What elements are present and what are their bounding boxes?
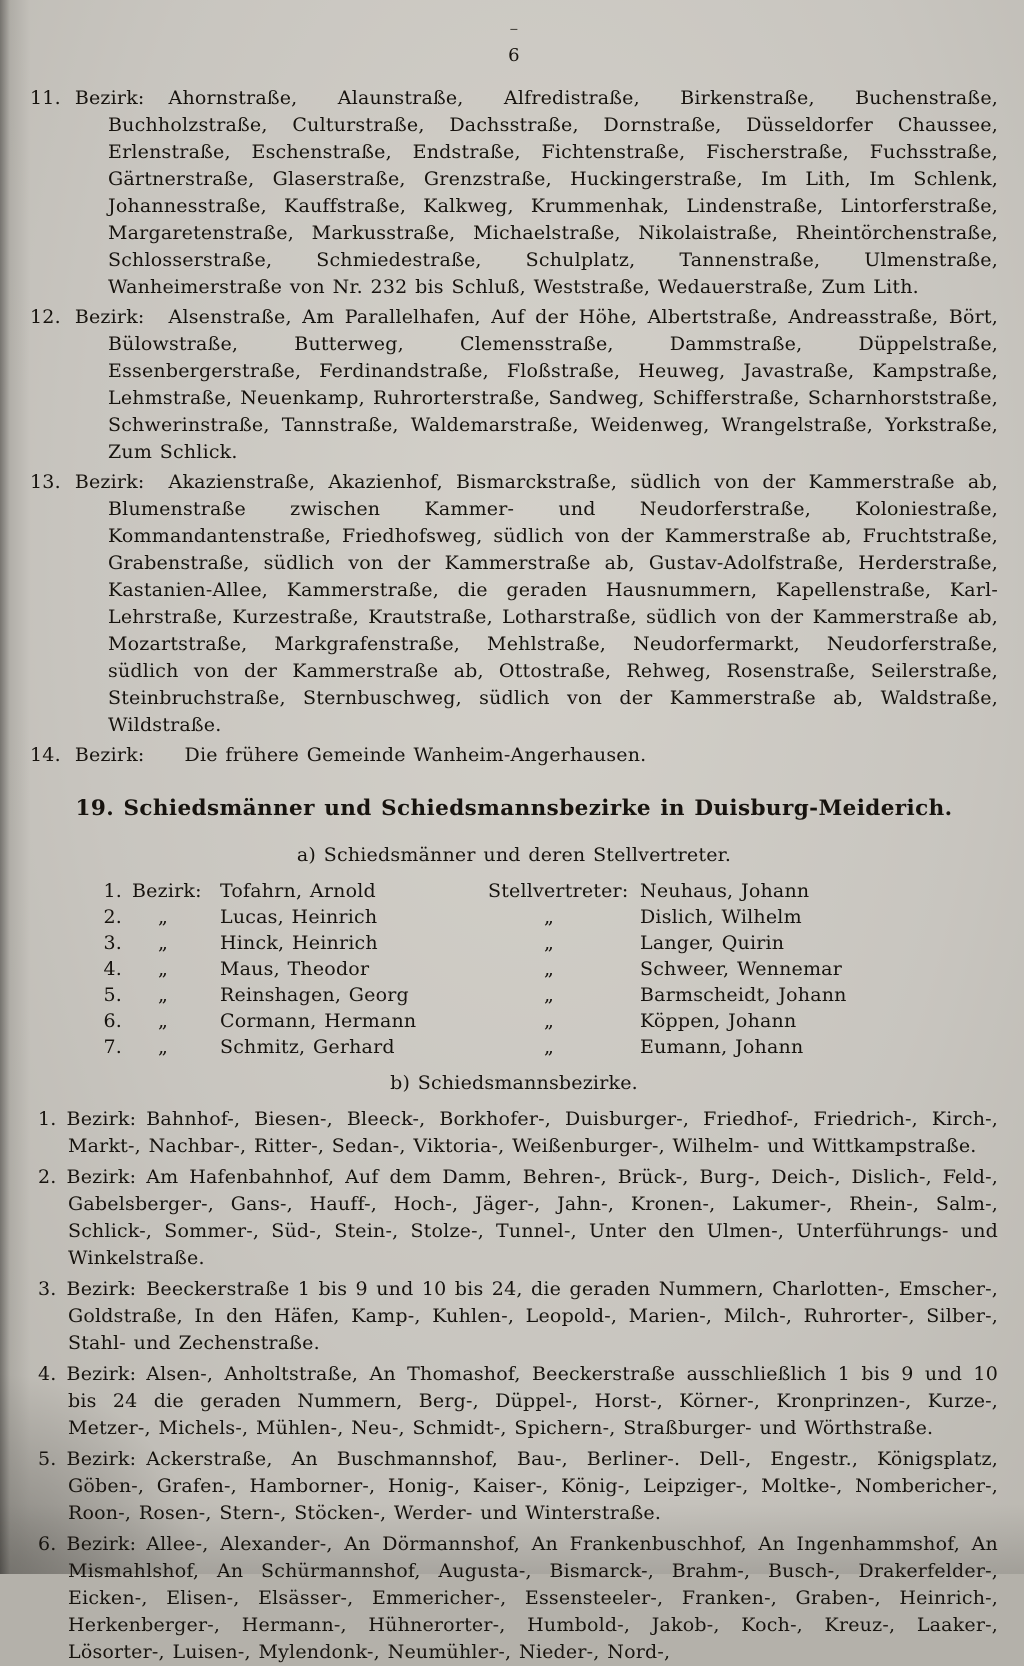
- ditto-mark: „: [158, 1010, 169, 1032]
- district-streets: Am Hafenbahnhof, Auf dem Damm, Behren-, Brück-, Burg-, Deich-, Dislich-, Feld-, Gabelsberger-, Gans-, Hauff-, Hoch-, Jäger-, Jahn-, Kronen-, Lakumer-, Rhein-, Salm-, Schlick-, Sommer-, Süd-, Stein-, Stolze-, Tunnel-, Unter den Ulmen-, Unterführungs- und Winkelstraße.: [68, 1166, 998, 1269]
- district-number: 14.: [30, 744, 61, 766]
- arbitration-district-5: [30, 1446, 998, 1527]
- ditto-mark: „: [158, 984, 169, 1006]
- arbitrator-row: [94, 930, 998, 956]
- district-number: 11.: [30, 87, 61, 109]
- district-label: Bezirk:: [66, 1166, 137, 1188]
- district-number: 5.: [38, 1448, 57, 1470]
- arbitrators-table: [94, 878, 998, 1060]
- arbitrator-row: [94, 982, 998, 1008]
- district-label: Bezirk:: [74, 744, 145, 766]
- district-label: Bezirk:: [74, 471, 145, 493]
- district-label: Bezirk:: [74, 87, 145, 109]
- page-number: 6: [508, 45, 520, 66]
- deputy-name: Langer, Quirin: [640, 932, 785, 954]
- district-label: Bezirk:: [74, 306, 145, 328]
- section-19-heading: 19. Schiedsmänner und Schiedsmannsbezirke in Duisburg-Meiderich.: [75, 796, 953, 821]
- district-entry-13: [30, 469, 998, 739]
- district-entry-14: [30, 742, 998, 769]
- district-number: 3.: [38, 1278, 57, 1300]
- arbitrator-name: Schmitz, Gerhard: [220, 1036, 395, 1058]
- ditto-mark: „: [544, 1010, 555, 1032]
- arbitrator-name: Maus, Theodor: [220, 958, 370, 980]
- district-streets: Ahornstraße, Alaunstraße, Alfredistraße, Birkenstraße, Buchenstraße, Buchholzstraße, Culturstraße, Dachsstraße, Dornstraße, Düsseldorfer Chaussee, Erlenstraße, Eschenstraße, Endstraße, Fichtenstraße, Fischerstraße, Fuchsstraße, Gärtnerstraße, Glaserstraße, Grenzstraße, Huckingerstraße, Im Lith, Im Schlenk, Johannesstraße, Kauffstraße, Kalkweg, Krummenhak, Lindenstraße, Lintorferstraße, Margaretenstraße, Markusstraße, Michaelstraße, Nikolaistraße, Rheintörchenstraße, Schlosserstraße, Schmiedestraße, Schulplatz, Tannenstraße, Ulmenstraße, Wanheimerstraße von Nr. 232 bis Schluß, Weststraße, Wedauerstraße, Zum Lith.: [108, 87, 998, 298]
- ditto-mark: „: [158, 932, 169, 954]
- arbitration-district-2: [30, 1164, 998, 1272]
- district-streets: Bahnhof-, Biesen-, Bleeck-, Borkhofer-, Duisburger-, Friedhof-, Friedrich-, Kirch-, Markt-, Nachbar-, Ritter-, Sedan-, Viktoria-, Weißenburger-, Wilhelm- und Wittkampstraße.: [68, 1108, 998, 1157]
- ditto-mark: „: [544, 1036, 555, 1058]
- deputy-name: Eumann, Johann: [640, 1036, 804, 1058]
- arbitrator-row: [94, 904, 998, 930]
- ditto-mark: „: [544, 958, 555, 980]
- row-number: 1.: [103, 880, 122, 902]
- district-streets: Beeckerstraße 1 bis 9 und 10 bis 24, die geraden Nummern, Charlotten-, Emscher-, Goldstraße, In den Häfen, Kamp-, Kuhlen-, Leopold-, Marien-, Milch-, Ruhrorter-, Silber-, Stahl- und Zechenstraße.: [68, 1278, 998, 1354]
- arbitrator-name: Hinck, Heinrich: [220, 932, 378, 954]
- row-number: 3.: [103, 932, 122, 954]
- deputy-label: Stellvertreter:: [488, 880, 629, 902]
- district-streets: Akazienstraße, Akazienhof, Bismarckstraße, südlich von der Kammerstraße ab, Blumenstraße zwischen Kammer- und Neudorferstraße, Koloniestraße, Kommandantenstraße, Friedhofsweg, südlich von der Kammerstraße ab, Fruchtstraße, Grabenstraße, südlich von der Kammerstraße ab, Gustav-Adolfstraße, Herderstraße, Kastanien-Allee, Kammerstraße, die geraden Hausnummern, Kapellenstraße, Karl-Lehrstraße, Kurzestraße, Krautstraße, Lotharstraße, südlich von der Kammerstraße ab, Mozartstraße, Markgrafenstraße, Mehlstraße, Neudorfermarkt, Neudorferstraße, südlich von der Kammerstraße ab, Ottostraße, Rehweg, Rosenstraße, Seilerstraße, Steinbruchstraße, Sternbuschweg, südlich von der Kammerstraße ab, Waldstraße, Wildstraße.: [108, 471, 998, 736]
- row-number: 7.: [103, 1036, 122, 1058]
- district-number: 4.: [38, 1363, 57, 1385]
- page-top-mark: –: [509, 19, 519, 39]
- district-number: 2.: [38, 1166, 57, 1188]
- arbitrator-name: Lucas, Heinrich: [220, 906, 378, 928]
- district-entry-11: [30, 85, 998, 301]
- ditto-mark: „: [544, 984, 555, 1006]
- district-label: Bezirk:: [66, 1533, 137, 1555]
- ditto-mark: „: [544, 932, 555, 954]
- row-number: 4.: [103, 958, 122, 980]
- district-streets: Allee-, Alexander-, An Dörmannshof, An Frankenbuschhof, An Ingenhammshof, An Mismahlshof, An Schürmannshof, Augusta-, Bismarck-, Brahm-, Busch-, Drakerfelder-, Eicken-, Elisen-, Elsässer-, Emmericher-, Essensteeler-, Franken-, Graben-, Heinrich-, Herkenberger-, Hermann-, Hühnerorter-, Humbold-, Jakob-, Koch-, Kreuz-, Laaker-, Lösorter-, Luisen-, Mylendonk-, Neumühler-, Nieder-, Nord-,: [68, 1533, 998, 1663]
- arbitrator-row: [94, 878, 998, 904]
- district-label: Bezirk:: [66, 1448, 137, 1470]
- arbitrator-row: [94, 956, 998, 982]
- district-label: Bezirk:: [66, 1363, 137, 1385]
- district-streets: Die frühere Gemeinde Wanheim-Angerhausen.: [184, 744, 647, 766]
- subsection-a-heading: a) Schiedsmänner und deren Stellvertreter.: [296, 844, 732, 866]
- deputy-name: Schweer, Wennemar: [640, 958, 842, 980]
- row-number: 6.: [103, 1010, 122, 1032]
- district-number: 12.: [30, 306, 61, 328]
- arbitration-district-4: [30, 1361, 998, 1442]
- arbitrator-name: Tofahrn, Arnold: [220, 880, 376, 902]
- arbitrator-row: [94, 1008, 998, 1034]
- deputy-name: Köppen, Johann: [640, 1010, 797, 1032]
- district-label: Bezirk:: [66, 1278, 137, 1300]
- arbitrator-name: Cormann, Hermann: [220, 1010, 417, 1032]
- district-streets: Alsenstraße, Am Parallelhafen, Auf der Höhe, Albertstraße, Andreasstraße, Bört, Bülowstraße, Butterweg, Clemensstraße, Dammstraße, Düppelstraße, Essenbergerstraße, Ferdinandstraße, Floßstraße, Heuweg, Javastraße, Kampstraße, Lehmstraße, Neuenkamp, Ruhrorterstraße, Sandweg, Schifferstraße, Scharnhorststraße, Schwerinstraße, Tannstraße, Waldemarstraße, Weidenweg, Wrangelstraße, Yorkstraße, Zum Schlick.: [108, 306, 998, 463]
- arbitrator-name: Reinshagen, Georg: [220, 984, 409, 1006]
- district-entry-12: [30, 304, 998, 466]
- arbitrator-row: [94, 1034, 998, 1060]
- arbitration-district-3: [30, 1276, 998, 1357]
- district-number: 13.: [30, 471, 61, 493]
- district-number: 1.: [38, 1108, 57, 1130]
- ditto-mark: „: [544, 906, 555, 928]
- subsection-b-heading: b) Schiedsmannsbezirke.: [390, 1072, 638, 1094]
- row-number: 5.: [103, 984, 122, 1006]
- arbitration-district-6: [30, 1531, 998, 1666]
- district-number: 6.: [38, 1533, 57, 1555]
- district-label: Bezirk:: [66, 1108, 137, 1130]
- ditto-mark: „: [158, 906, 169, 928]
- deputy-name: Dislich, Wilhelm: [640, 906, 802, 928]
- district-streets: Alsen-, Anholtstraße, An Thomashof, Beeckerstraße ausschließlich 1 bis 9 und 10 bis 24 die geraden Nummern, Berg-, Düppel-, Horst-, Körner-, Kronprinzen-, Kurze-, Metzer-, Michels-, Mühlen-, Neu-, Schmidt-, Spichern-, Straßburger- und Wörthstraße.: [68, 1363, 998, 1439]
- deputy-name: Barmscheidt, Johann: [640, 984, 847, 1006]
- ditto-mark: „: [158, 1036, 169, 1058]
- ditto-mark: „: [158, 958, 169, 980]
- deputy-name: Neuhaus, Johann: [640, 880, 810, 902]
- row-number: 2.: [103, 906, 122, 928]
- district-label: Bezirk:: [132, 880, 202, 902]
- district-streets: Ackerstraße, An Buschmannshof, Bau-, Berliner-. Dell-, Engestr., Königsplatz, Göben-, Grafen-, Hamborner-, Honig-, Kaiser-, König-, Leipziger-, Moltke-, Nombericher-, Roon-, Rosen-, Stern-, Stöcken-, Werder- und Winterstraße.: [68, 1448, 998, 1524]
- arbitration-district-1: [30, 1106, 998, 1160]
